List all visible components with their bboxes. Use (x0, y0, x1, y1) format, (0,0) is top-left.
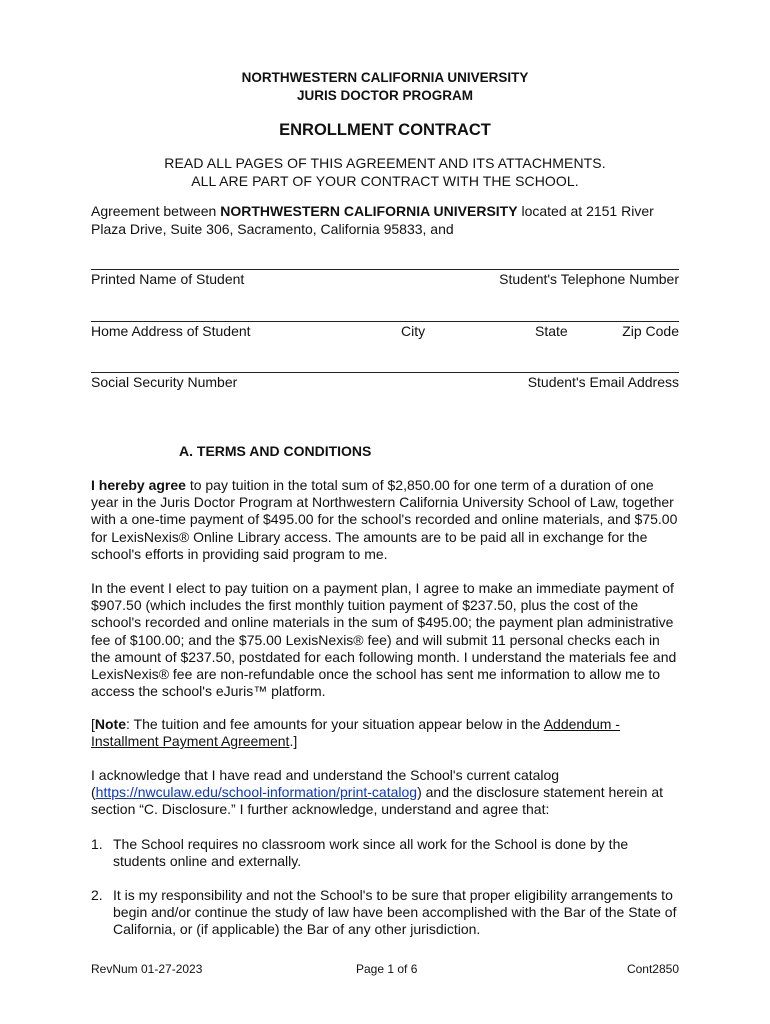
catalog-link[interactable]: https://nwculaw.edu/school-information/print-catalog (95, 784, 418, 801)
intro-suffix: located at 2151 River Plaza Drive, Suite 306, Sacramento, California 95833, and (91, 203, 654, 237)
document-header (0, 69, 770, 190)
terms-paragraph-1 (91, 477, 681, 563)
note-open: [ (91, 716, 95, 732)
list-item-text: The School requires no classroom work since all work for the School is done by the students online and externally. (113, 836, 629, 870)
acknowledge-paragraph (91, 767, 681, 819)
addendum-reference: Addendum - Installment Payment Agreement (91, 716, 620, 750)
section-a-title: A. TERMS AND CONDITIONS (179, 443, 372, 459)
ssn-email-row[interactable] (91, 372, 679, 390)
instruction-text (0, 155, 770, 190)
state-label: State (535, 323, 568, 339)
telephone-label: Student's Telephone Number (499, 271, 679, 287)
intro-university: NORTHWESTERN CALIFORNIA UNIVERSITY (220, 203, 518, 219)
instruction-line-2: ALL ARE PART OF YOUR CONTRACT WITH THE SCHOOL. (191, 172, 579, 189)
list-item-number: 1. (91, 836, 103, 852)
note-text: : The tuition and fee amounts for your situation appear below in the (126, 716, 544, 732)
email-label: Student's Email Address (527, 374, 679, 390)
note-close: .] (289, 733, 298, 750)
printed-name-label: Printed Name of Student (91, 271, 245, 287)
terms-paragraph-1-text: to pay tuition in the total sum of $2,850.00 for one term of a duration of one year in the Juris Doctor Program at Northwestern California University School of Law, together with a one-time payment of $495.00 for the school's recorded and online materials, and $75.00 for LexisNexis® Online Library access. The amounts are to be paid all in exchange for the school's efforts in providing said program to me. (91, 477, 678, 562)
agree-bold: I hereby agree (91, 477, 186, 493)
contract-code: Cont2850 (626, 962, 679, 976)
page-number: Page 1 of 6 (356, 962, 418, 976)
revision-number: RevNum 01-27-2023 (91, 962, 203, 976)
student-name-phone-row[interactable] (91, 269, 679, 287)
home-address-label: Home Address of Student (91, 323, 251, 339)
list-item-number: 2. (91, 887, 103, 903)
zip-code-label: Zip Code (622, 323, 679, 339)
instruction-line-1: READ ALL PAGES OF THIS AGREEMENT AND ITS ATTACHMENTS. (164, 155, 606, 171)
page-title: ENROLLMENT CONTRACT (279, 121, 491, 139)
city-label: City (401, 323, 426, 339)
student-address-row[interactable] (91, 321, 679, 339)
intro-prefix: Agreement between (91, 203, 221, 219)
list-item-text: It is my responsibility and not the School's to be sure that proper eligibility arrangements to begin and/or continue the study of law have been accomplished with the Bar of the State of California, or (if applicable) the Bar of any other jurisdiction. (113, 887, 677, 938)
terms-paragraph-2: In the event I elect to pay tuition on a payment plan, I agree to make an immediate payment of $907.50 (which includes the first monthly tuition payment of $237.50, plus the cost of the school's recorded and online materials in the sum of $495.00; the payment plan administrative fee of $100.00; and the $75.00 LexisNexis® fee) and will submit 11 personal checks each in the amount of $237.50, postdated for each following month. I understand the materials fee and LexisNexis® fee are non-refundable once the school has sent me information to allow me to access the school's eJuris™ platform. (91, 580, 677, 700)
note-label: Note (94, 716, 127, 732)
program-name: JURIS DOCTOR PROGRAM (296, 88, 473, 103)
agreement-intro (91, 203, 681, 238)
ack-text-1: I acknowledge that I have read and understand the School's current catalog ( (91, 767, 560, 801)
university-name: NORTHWESTERN CALIFORNIA UNIVERSITY (241, 70, 529, 85)
ssn-label: Social Security Number (91, 374, 238, 390)
ack-text-2: ) and the disclosure statement herein at section “C. Disclosure.” I further acknowledge, understand and agree that: (91, 784, 663, 818)
note-paragraph (91, 716, 681, 750)
